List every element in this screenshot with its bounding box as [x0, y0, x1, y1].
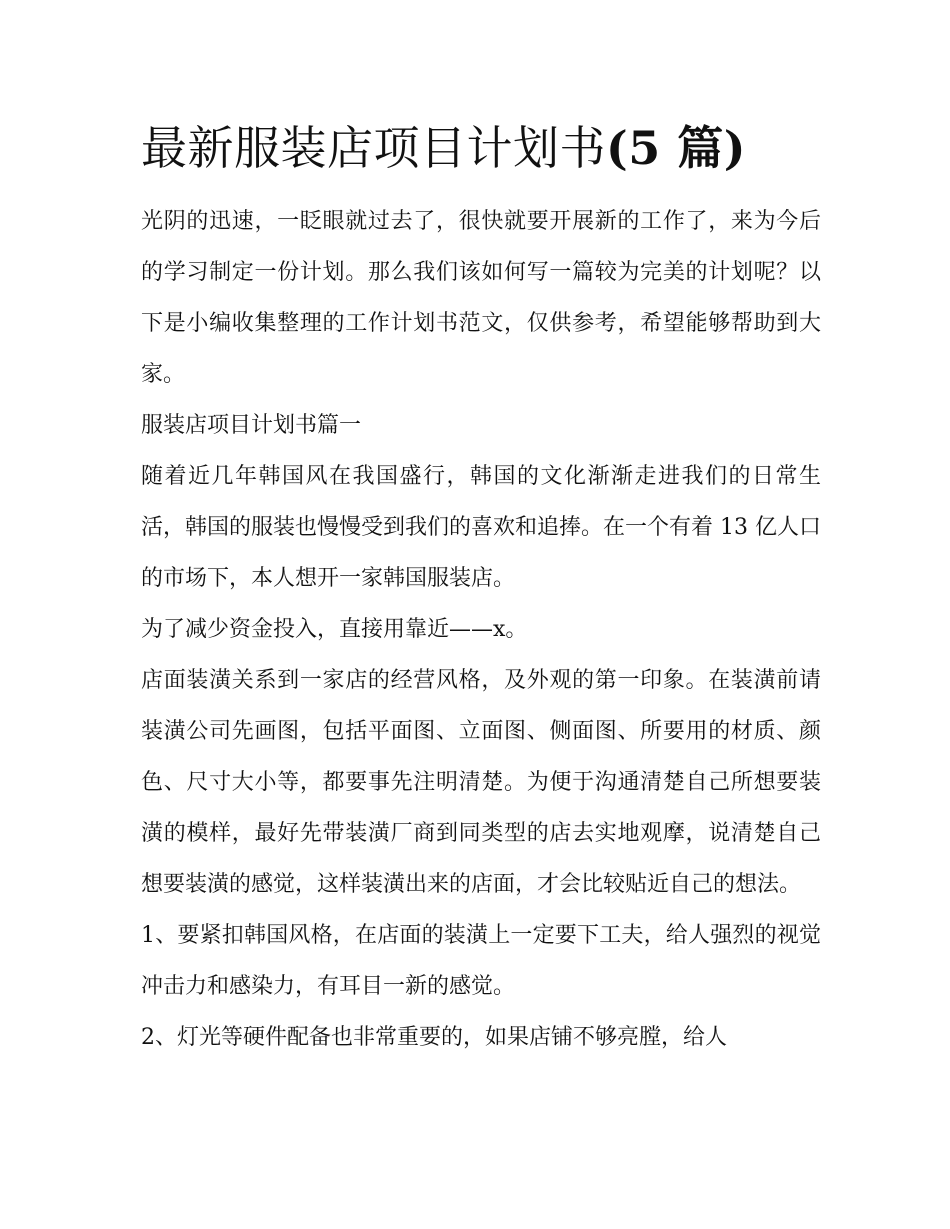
document-page: [141, 112, 821, 1063]
intro-paragraph: 光阴的迅速，一眨眼就过去了，很快就要开展新的工作了，来为今后的学习制定一份计划。那么我们该如何写一篇较为完美的计划呢？以下是小编收集整理的工作计划书范文，仅供参考，希望能够帮助到大家。: [141, 209, 821, 387]
body-paragraph: 为了减少资金投入，直接用靠近——x。: [141, 617, 528, 642]
document-title-main: 最新服装店项目计划书: [141, 121, 606, 175]
section-heading: 服装店项目计划书篇一: [141, 413, 362, 438]
document-title: [141, 112, 821, 184]
document-body: [141, 196, 821, 1063]
body-paragraph: 店面装潢关系到一家店的经营风格，及外观的第一印象。在装潢前请装潢公司先画图，包括平面图、立面图、侧面图、所要用的材质、颜色、尺寸大小等，都要事先注明清楚。为便于沟通清楚自己所想要装潢的模样，最好先带装潢厂商到同类型的店去实地观摩，说清楚自己想要装潢的感觉，这样装潢出来的店面，才会比较贴近自己的想法。: [141, 668, 821, 897]
list-item: 1、要紧扣韩国风格，在店面的装潢上一定要下工夫，给人强烈的视觉冲击力和感染力，有耳目一新的感觉。: [141, 923, 821, 999]
document-title-suffix: (5 篇): [606, 121, 747, 175]
body-paragraph: 随着近几年韩国风在我国盛行，韩国的文化渐渐走进我们的日常生活，韩国的服装也慢慢受到我们的喜欢和追捧。在一个有着 13 亿人口的市场下，本人想开一家韩国服装店。: [141, 464, 821, 591]
list-item: 2、灯光等硬件配备也非常重要的，如果店铺不够亮膛，给人: [141, 1025, 727, 1050]
